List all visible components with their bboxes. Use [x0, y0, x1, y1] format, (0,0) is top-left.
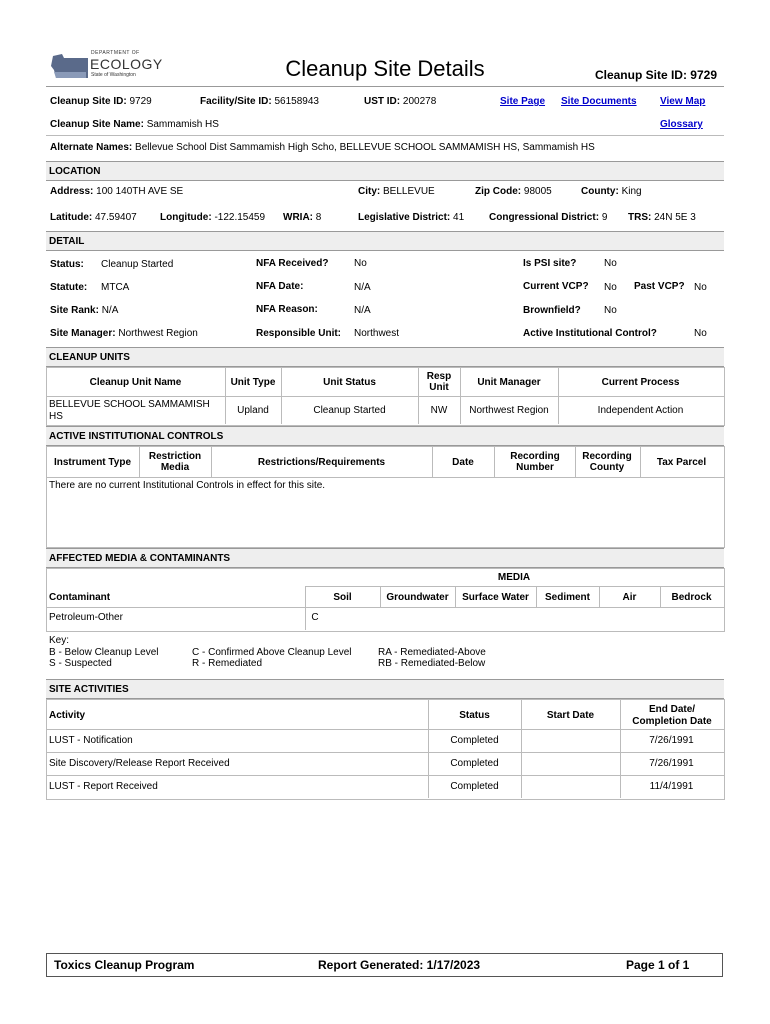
nfa-reason-value: N/A — [354, 305, 371, 316]
col-recording-county: Recording County — [582, 451, 632, 473]
ust-id-label: UST ID: — [364, 96, 401, 107]
status-label: Status: — [50, 259, 84, 270]
zip-label: Zip Code: — [475, 186, 522, 197]
site-rank-label: Site Rank: — [50, 305, 99, 316]
trs-label: TRS: — [628, 212, 652, 223]
col-date: Date — [452, 457, 474, 468]
col-restriction-media: Restriction Media — [148, 451, 202, 473]
header-site-id: Cleanup Site ID: 9729 — [594, 68, 717, 82]
city-label: City: — [358, 186, 381, 197]
resp-unit: NW — [430, 405, 448, 416]
psi-value: No — [604, 258, 617, 269]
footer-report-generated: Report Generated: 1/17/2023 — [318, 958, 481, 972]
glossary-link[interactable]: Glossary — [660, 119, 703, 130]
col-sediment: Sediment — [544, 592, 590, 603]
alternate-names-value: Bellevue School Dist Sammamish High Scho, BELLEVUE SCHOOL SAMMAMISH HS, Sammamish HS — [135, 142, 595, 153]
col-cleanup-unit-name: Cleanup Unit Name — [89, 377, 182, 388]
site-rank-value: N/A — [101, 305, 119, 316]
activity-name: Site Discovery/Release Report Received — [49, 758, 230, 769]
alternate-names-label: Alternate Names: — [50, 142, 133, 153]
col-status: Status — [459, 710, 490, 721]
longitude-value: -122.15459 — [214, 212, 266, 223]
key-r: R - Remediated — [192, 658, 263, 669]
county-value: King — [621, 186, 642, 197]
active-institutional-control-label: Active Institutional Control? — [523, 328, 657, 339]
ecology-logo — [50, 50, 163, 82]
key-b: B - Below Cleanup Level — [49, 647, 159, 658]
responsible-unit-label: Responsible Unit: — [256, 328, 342, 339]
nfa-received-label: NFA Received? — [256, 258, 329, 269]
col-soil: Soil — [333, 592, 352, 603]
col-unit-manager: Unit Manager — [477, 377, 541, 388]
site-manager-label: Site Manager: — [50, 328, 116, 339]
activity-status: Completed — [450, 735, 499, 746]
active-institutional-control-value: No — [694, 328, 707, 339]
key-c: C - Confirmed Above Cleanup Level — [192, 647, 352, 658]
activity-end: 7/26/1991 — [649, 758, 694, 769]
logo-state: State of Washington — [91, 72, 136, 78]
washington-state-icon — [50, 52, 90, 82]
activity-name: LUST - Notification — [49, 735, 133, 746]
latitude-label: Latitude: — [50, 212, 93, 223]
site-activities-header: SITE ACTIVITIES — [46, 679, 724, 699]
col-end-date: End Date/ Completion Date — [632, 704, 712, 727]
psi-label: Is PSI site? — [523, 258, 577, 269]
congressional-district-label: Congressional District: — [489, 212, 600, 223]
legislative-district-value: 41 — [453, 212, 465, 223]
nfa-date-value: N/A — [354, 282, 371, 293]
key-ra: RA - Remediated-Above — [378, 647, 486, 658]
col-air: Air — [622, 592, 637, 603]
key-title: Key: — [49, 635, 70, 646]
longitude-label: Longitude: — [160, 212, 212, 223]
wria-label: WRIA: — [283, 212, 313, 223]
current-vcp-value: No — [604, 282, 617, 293]
col-activity: Activity — [49, 710, 86, 721]
site-manager-value: Northwest Region — [118, 328, 198, 339]
address-label: Address: — [50, 186, 94, 197]
statute-label: Statute: — [50, 282, 88, 293]
location-header: LOCATION — [46, 161, 724, 181]
cleanup-site-id-label: Cleanup Site ID: — [50, 96, 127, 107]
cleanup-units-header: CLEANUP UNITS — [46, 347, 724, 367]
contaminant-name: Petroleum-Other — [49, 612, 123, 623]
past-vcp-label: Past VCP? — [634, 281, 685, 292]
affected-media-header: AFFECTED MEDIA & CONTAMINANTS — [46, 548, 724, 568]
col-tax-parcel: Tax Parcel — [656, 457, 707, 468]
site-page-link[interactable]: Site Page — [500, 96, 546, 107]
activity-name: LUST - Report Received — [49, 781, 158, 792]
unit-type: Upland — [237, 405, 269, 416]
unit-status: Cleanup Started — [313, 405, 386, 416]
col-bedrock: Bedrock — [671, 592, 712, 603]
trs-value: 24N 5E 3 — [654, 212, 696, 223]
brownfield-value: No — [604, 305, 617, 316]
nfa-date-label: NFA Date: — [256, 281, 304, 292]
city-value: BELLEVUE — [383, 186, 435, 197]
zip-value: 98005 — [523, 186, 552, 197]
cleanup-site-id-value: 9729 — [129, 96, 152, 107]
brownfield-label: Brownfield? — [523, 305, 581, 316]
status-value: Cleanup Started — [101, 259, 174, 270]
activity-end: 7/26/1991 — [649, 735, 694, 746]
legislative-district-label: Legislative District: — [358, 212, 451, 223]
wria-value: 8 — [315, 212, 322, 223]
col-recording-number: Recording Number — [510, 451, 560, 473]
nfa-received-value: No — [354, 258, 367, 269]
page-title: Cleanup Site Details — [285, 56, 485, 81]
no-controls-message: There are no current Institutional Controls in effect for this site. — [49, 480, 326, 491]
activity-status: Completed — [450, 781, 499, 792]
col-contaminant: Contaminant — [49, 592, 111, 603]
col-groundwater: Groundwater — [386, 592, 449, 603]
detail-header: DETAIL — [46, 231, 724, 251]
col-unit-type: Unit Type — [230, 377, 276, 388]
col-unit-status: Unit Status — [323, 377, 376, 388]
view-map-link[interactable]: View Map — [660, 96, 706, 107]
logo-dept: DEPARTMENT OF — [91, 50, 140, 56]
col-restrictions-requirements: Restrictions/Requirements — [257, 457, 386, 468]
institutional-controls-header: ACTIVE INSTITUTIONAL CONTROLS — [46, 426, 724, 446]
site-name-value: Sammamish HS — [146, 119, 219, 130]
soil-value: C — [311, 612, 319, 623]
col-current-process: Current Process — [601, 377, 680, 388]
current-vcp-label: Current VCP? — [523, 281, 589, 292]
latitude-value: 47.59407 — [95, 212, 137, 223]
address-value: 100 140TH AVE SE — [96, 186, 184, 197]
ust-id-value: 200278 — [402, 96, 437, 107]
cleanup-unit-name: BELLEVUE SCHOOL SAMMAMISH HS — [49, 399, 210, 422]
site-name-label: Cleanup Site Name: — [50, 119, 144, 130]
activity-status: Completed — [450, 758, 499, 769]
site-documents-link[interactable]: Site Documents — [561, 96, 637, 107]
facility-id-value: 56158943 — [274, 96, 319, 107]
activity-end: 11/4/1991 — [649, 781, 694, 792]
logo-name: ECOLOGY — [90, 56, 163, 72]
county-label: County: — [581, 186, 619, 197]
key-rb: RB - Remediated-Below — [378, 658, 486, 669]
col-instrument-type: Instrument Type — [53, 457, 132, 468]
col-surface-water: Surface Water — [462, 592, 529, 603]
congressional-district-value: 9 — [601, 212, 608, 223]
footer-program: Toxics Cleanup Program — [54, 958, 195, 972]
current-process: Independent Action — [597, 405, 684, 416]
col-start-date: Start Date — [546, 710, 595, 721]
nfa-reason-label: NFA Reason: — [256, 304, 318, 315]
responsible-unit-value: Northwest — [354, 328, 400, 339]
col-resp-unit: Resp Unit — [426, 371, 452, 393]
past-vcp-value: No — [694, 282, 707, 293]
footer-page-number: Page 1 of 1 — [626, 958, 690, 972]
media-label: MEDIA — [497, 572, 531, 583]
key-s: S - Suspected — [49, 658, 112, 669]
facility-id-label: Facility/Site ID: — [200, 96, 272, 107]
statute-value: MTCA — [101, 282, 130, 293]
unit-manager: Northwest Region — [469, 405, 549, 416]
